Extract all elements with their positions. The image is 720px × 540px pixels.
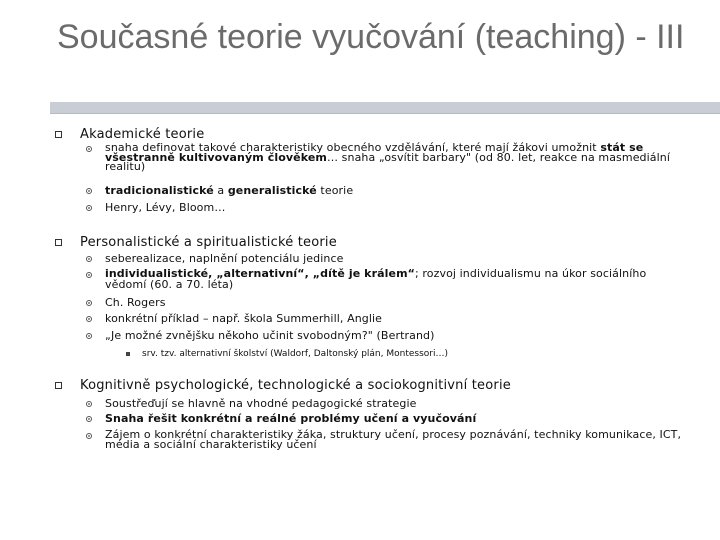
- round-bullet-icon: [86, 401, 92, 407]
- title-divider: [50, 102, 720, 114]
- item-text: snaha definovat takové charakteristiky obecného vzdělávání, které mají žákovi umožnit stát se všestranně kultivovaným člověkem… snaha „osvítit barbary" (od 80. let, reakce na masmediální realitu): [105, 141, 671, 173]
- square-bullet-icon: [55, 239, 62, 246]
- item-text: Zájem o konkrétní charakteristiky žáka, struktury učení, procesy poznávání, techniky komunikace, ICT, média a sociální charakteristiky učení: [105, 428, 682, 451]
- round-bullet-icon: [86, 316, 92, 322]
- item-text: Soustřeďují se hlavně na vhodné pedagogické strategie: [105, 397, 417, 410]
- section-heading: Kognitivně psychologické, technologické a sociokognitivní teorie: [80, 378, 511, 393]
- square-bullet-icon: [55, 131, 62, 138]
- section-heading: Personalistické a spiritualistické teorie: [80, 235, 337, 250]
- item-text: Ch. Rogers: [105, 296, 166, 309]
- round-bullet-icon: [86, 256, 92, 262]
- round-bullet-icon: [86, 272, 92, 278]
- round-bullet-icon: [86, 300, 92, 306]
- square-bullet-icon: [55, 382, 62, 389]
- item-text: Henry, Lévy, Bloom…: [105, 201, 226, 214]
- item-text: konkrétní příklad – např. škola Summerhill, Anglie: [105, 312, 383, 325]
- slide-title: Současné teorie vyučování (teaching) - III: [57, 18, 685, 56]
- round-bullet-icon: [86, 433, 92, 439]
- round-bullet-icon: [86, 416, 92, 422]
- item-text: Snaha řešit konkrétní a reálné problémy učení a vyučování: [105, 412, 477, 425]
- round-bullet-icon: [86, 333, 92, 339]
- round-bullet-icon: [86, 188, 92, 194]
- item-text: „Je možné zvnějšku někoho učinit svobodným?" (Bertrand): [105, 329, 435, 342]
- round-bullet-icon: [86, 146, 92, 152]
- small-square-bullet-icon: [126, 352, 130, 356]
- sub-item-text: srv. tzv. alternativní školství (Waldorf, Daltonský plán, Montessori…): [142, 349, 448, 359]
- item-text: seberealizace, naplnění potenciálu jedince: [105, 252, 344, 265]
- round-bullet-icon: [86, 205, 92, 211]
- item-text: individualistické, „alternativní“, „dítě je králem“; rozvoj individualismu na úkor sociálního vědomí (60. a 70. léta): [105, 267, 647, 291]
- section-heading: Akademické teorie: [80, 127, 205, 142]
- item-text: tradicionalistické a generalistické teorie: [105, 184, 354, 197]
